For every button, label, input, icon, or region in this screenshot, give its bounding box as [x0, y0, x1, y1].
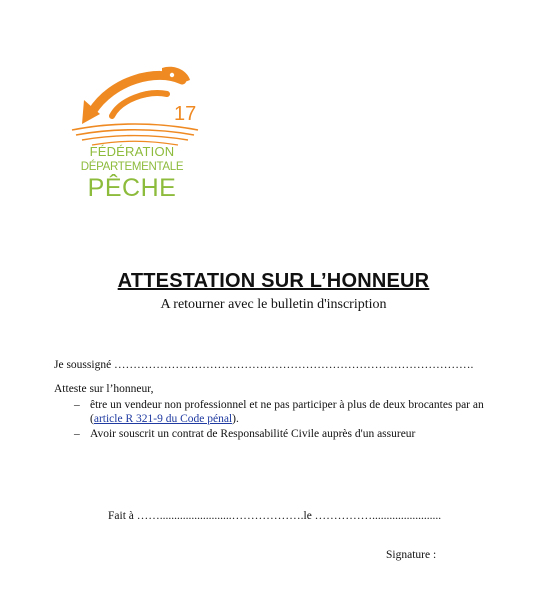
- fait-a-line: Fait à …….........................……………….le ……………........................: [108, 510, 442, 522]
- logo-line-peche: PÊCHE: [87, 174, 177, 202]
- logo-line-federation: FÉDÉRATION: [89, 144, 175, 159]
- paren-open: (: [90, 413, 94, 425]
- fish-emblem-icon: [62, 60, 202, 150]
- list-dash: –: [74, 399, 80, 411]
- list-item-vendeur: [74, 399, 484, 411]
- list-item-text: Avoir souscrit un contrat de Responsabilité Civile auprès d'un assureur: [90, 428, 416, 440]
- paren-close: ).: [232, 413, 239, 425]
- logo-line-departementale: DÉPARTEMENTALE: [80, 161, 184, 173]
- code-penal-link[interactable]: article R 321-9 du Code pénal: [93, 413, 233, 425]
- signature-label: Signature :: [386, 549, 437, 561]
- list-item-vendeur-continuation: [90, 413, 239, 425]
- intro-line: Je soussigné ………………………………………………………………………………….: [54, 359, 474, 371]
- logo-number: 17: [174, 103, 197, 125]
- attest-line: Atteste sur l’honneur,: [54, 383, 154, 395]
- federation-logo: [62, 60, 202, 202]
- page-subtitle: A retourner avec le bulletin d'inscription: [160, 297, 387, 312]
- list-item-assurance: [74, 428, 415, 440]
- list-dash: –: [74, 428, 80, 440]
- page-title: ATTESTATION SUR L’HONNEUR: [117, 270, 430, 292]
- list-item-text: être un vendeur non professionnel et ne pas participer à plus de deux brocantes par an: [90, 399, 484, 411]
